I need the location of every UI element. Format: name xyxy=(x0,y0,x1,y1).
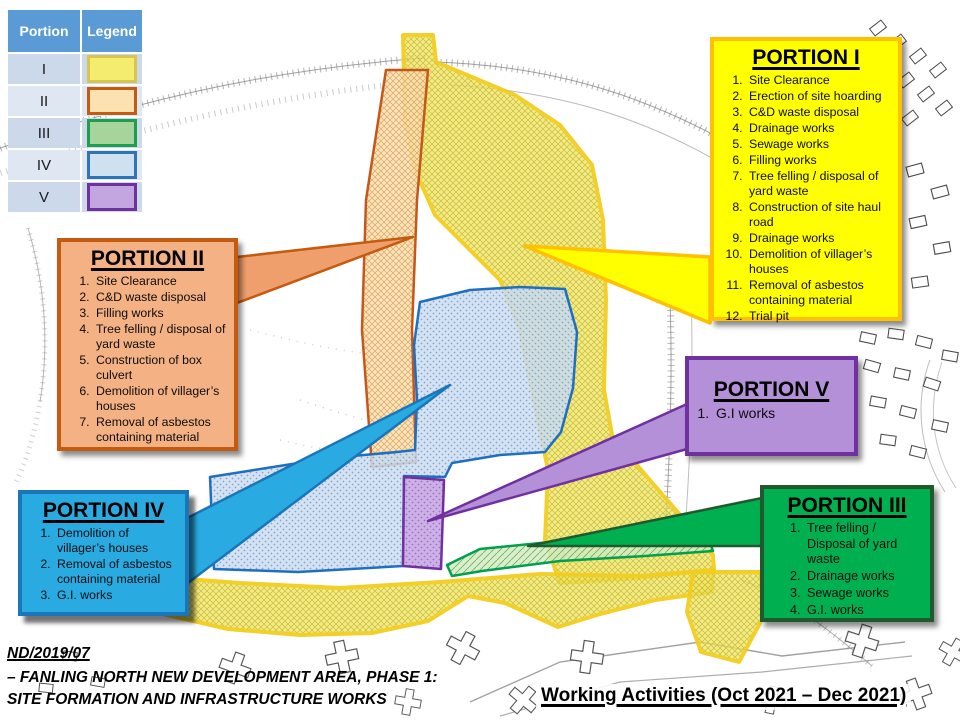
legend-swatch-portion-iii xyxy=(87,119,137,147)
activity-item: 6. Demolition of villager’s houses xyxy=(93,384,228,414)
activity-item: 4. G.I. works xyxy=(804,603,924,619)
legend-swatch-cell xyxy=(82,86,142,116)
activity-item: 2. Erection of site hoarding xyxy=(746,89,892,104)
callout-title-portion-i: PORTION I xyxy=(752,46,860,69)
activity-item: 3. C&D waste disposal xyxy=(746,105,892,120)
legend-portion-label-iv: IV xyxy=(8,150,80,180)
callout-activity-list-portion-i xyxy=(716,73,896,324)
legend-swatch-portion-v xyxy=(87,183,137,211)
activity-item: 2. Drainage works xyxy=(804,569,924,585)
activity-item: 1. Site Clearance xyxy=(746,73,892,88)
legend-swatch-portion-ii xyxy=(87,87,137,115)
activity-item: 10. Demolition of villager’s houses xyxy=(746,247,892,277)
legend-swatch-portion-iv xyxy=(87,151,137,179)
callout-activity-list-portion-v xyxy=(691,405,852,422)
legend-portion-label-ii: II xyxy=(8,86,80,116)
activity-item: 7. Removal of asbestos containing material xyxy=(93,415,228,445)
legend-table xyxy=(8,10,142,212)
callout-title-portion-iii: PORTION III xyxy=(787,494,907,517)
activity-item: 9. Drainage works xyxy=(746,231,892,246)
activity-item: 11. Removal of asbestos containing material xyxy=(746,278,892,308)
legend-swatch-cell xyxy=(82,118,142,148)
callout-title-portion-v: PORTION V xyxy=(713,378,830,401)
activity-item: 3. Filling works xyxy=(93,306,228,321)
activity-item: 1. Site Clearance xyxy=(93,274,228,289)
legend-swatch-cell xyxy=(82,54,142,84)
activity-item: 5. Construction of box culvert xyxy=(93,353,228,383)
callout-portion-i xyxy=(710,37,902,321)
legend-swatch-cell xyxy=(82,182,142,212)
activity-item: 7. Tree felling / disposal of yard waste xyxy=(746,169,892,199)
callout-title-portion-iv: PORTION IV xyxy=(42,499,165,522)
project-code: ND/2019/07 xyxy=(7,645,90,662)
legend-swatch-cell xyxy=(82,150,142,180)
activity-item: 4. Tree felling / disposal of yard waste xyxy=(93,322,228,352)
activity-item: 2. Removal of asbestos containing material xyxy=(54,557,179,587)
map-region-portion-v xyxy=(403,477,444,569)
activity-item: 3. Sewage works xyxy=(804,586,924,602)
callout-portion-iii xyxy=(760,485,934,622)
activity-item: 1. Tree felling / Disposal of yard waste xyxy=(804,521,924,568)
legend-header-legend: Legend xyxy=(82,10,142,52)
project-title-line-3: SITE FORMATION AND INFRASTRUCTURE WORKS xyxy=(7,691,387,708)
activity-item: 1. G.I works xyxy=(713,405,848,422)
activity-item: 6. Filling works xyxy=(746,153,892,168)
callout-portion-v xyxy=(685,356,858,456)
callout-activity-list-portion-iv xyxy=(24,526,183,603)
legend-header-portion: Portion xyxy=(8,10,80,52)
legend-swatch-portion-i xyxy=(87,55,137,83)
activity-item: 4. Drainage works xyxy=(746,121,892,136)
project-title-block xyxy=(7,645,438,711)
legend-portion-label-v: V xyxy=(8,182,80,212)
callout-portion-ii xyxy=(57,238,238,451)
activity-item: 12. Trial pit xyxy=(746,309,892,324)
legend-portion-label-i: I xyxy=(8,54,80,84)
activity-item: 1. Demolition of villager’s houses xyxy=(54,526,179,556)
callout-portion-iv xyxy=(18,490,189,616)
legend-portion-label-iii: III xyxy=(8,118,80,148)
callout-activity-list-portion-iii xyxy=(766,521,928,618)
callout-activity-list-portion-ii xyxy=(63,274,232,445)
activity-item: 3. G.I. works xyxy=(54,588,179,603)
activity-item: 8. Construction of site haul road xyxy=(746,200,892,230)
working-activities-title: Working Activities (Oct 2021 – Dec 2021) xyxy=(536,684,911,710)
activity-item: 5. Sewage works xyxy=(746,137,892,152)
activity-item: 2. C&D waste disposal xyxy=(93,290,228,305)
project-title-line-2: – FANLING NORTH NEW DEVELOPMENT AREA, PHASE 1: xyxy=(7,669,438,686)
callout-title-portion-ii: PORTION II xyxy=(90,247,205,270)
